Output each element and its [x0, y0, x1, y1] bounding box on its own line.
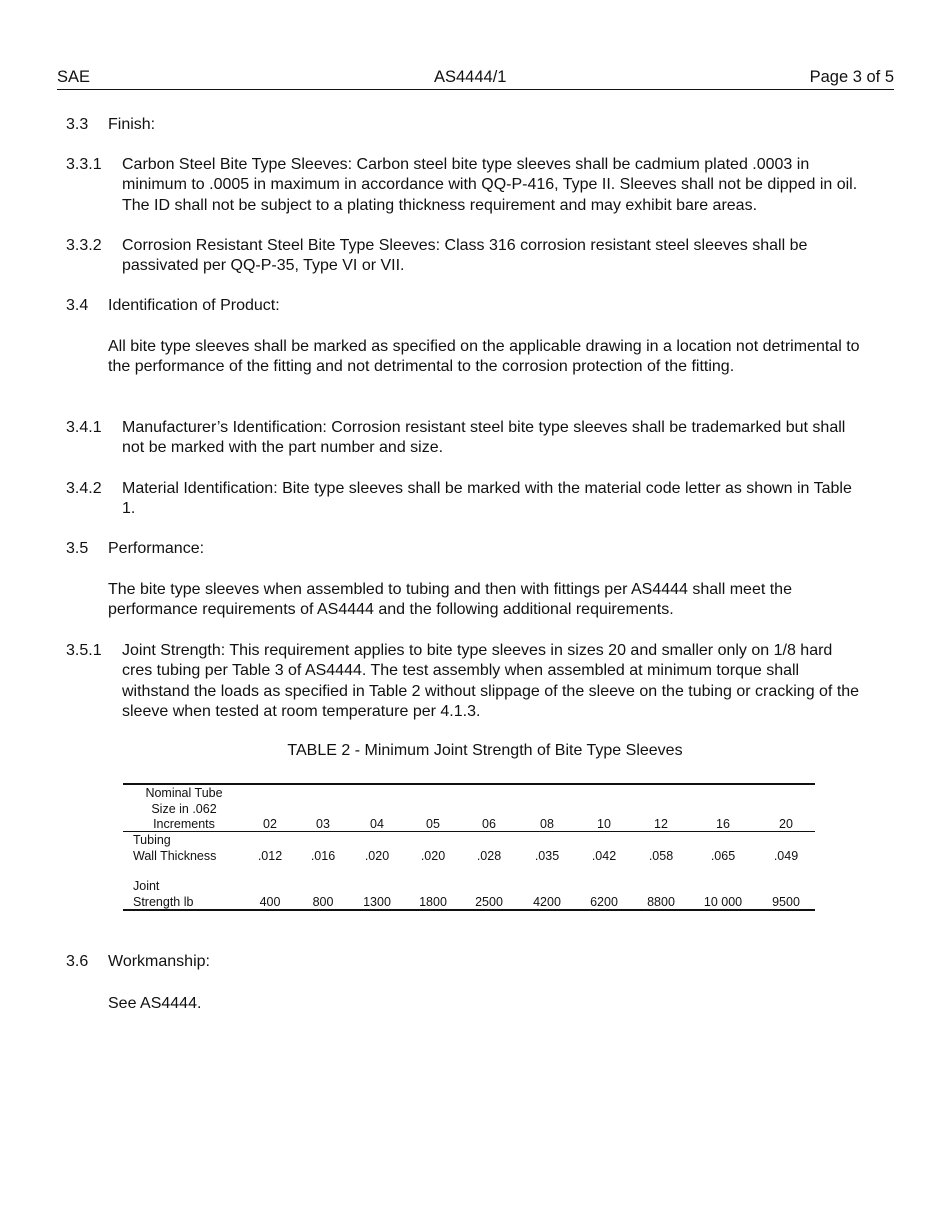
wall-thickness-cell: .042: [591, 849, 617, 863]
section-number: 3.3.2: [66, 237, 102, 254]
section-number: 3.4: [66, 297, 89, 314]
section-number: 3.5: [66, 540, 89, 557]
section-3-3-1: [66, 155, 866, 216]
header-org: SAE: [57, 68, 91, 86]
strength-header-line: Strength lb: [133, 894, 194, 909]
strength-row-header: [133, 879, 193, 910]
section-text: Joint Strength: This requirement applies to bite type sleeves in sizes 20 and smaller only on 1/8 hard cres tubing per Table 3 of AS4444. The test assembly when assembled at minimum torque shall withstand the loads as specified in Table 2 without slippage of the sleeve on the tubing or cracking of the sleeve when tested at room temperature per 4.1.3.: [122, 642, 860, 720]
section-3-5-body: The bite type sleeves when assembled to tubing and then with fittings per AS4444 shall meet the performance requirements of AS4444 and the following additional requirements.: [108, 581, 792, 619]
wall-thickness-cell: .020: [364, 849, 390, 863]
table-bottom-rule: [123, 909, 815, 911]
section-3-5-1: [66, 641, 866, 722]
size-cell: 16: [716, 817, 730, 831]
section-heading: Workmanship:: [108, 953, 210, 970]
joint-strength-table: [123, 783, 815, 911]
wall-thickness-cell: .028: [476, 849, 502, 863]
section-text: Carbon Steel Bite Type Sleeves: Carbon steel bite type sleeves shall be cadmium plated .0003 in minimum to .0005 in maximum in accordance with QQ-P-416, Type II. Sleeves shall not be dipped in oil. The ID shall not be subject to a plating thickness requirement and may exhibit bare areas.: [122, 156, 858, 214]
section-3-4-2: [66, 479, 866, 520]
joint-strength-cell: 8800: [647, 895, 675, 909]
wall-header-line: Wall Thickness: [133, 848, 217, 863]
section-text: Corrosion Resistant Steel Bite Type Sleeves: Class 316 corrosion resistant steel sleeves shall be passivated per QQ-P-35, Type VI or VII.: [122, 237, 808, 275]
table-caption: TABLE 2 - Minimum Joint Strength of Bite Type Sleeves: [287, 742, 683, 759]
wall-thickness-cell: .020: [420, 849, 446, 863]
section-heading: Finish:: [108, 116, 156, 133]
joint-strength-cell: 1300: [363, 895, 391, 909]
strength-header-line: Joint: [133, 879, 160, 893]
joint-strength-cell: 10 000: [703, 895, 743, 909]
size-cell: 08: [540, 817, 554, 831]
wall-thickness-cell: .049: [773, 849, 799, 863]
section-heading: Identification of Product:: [108, 297, 280, 314]
size-cell: 12: [654, 817, 668, 831]
size-cell: 20: [779, 817, 793, 831]
section-text: Manufacturer’s Identification: Corrosion resistant steel bite type sleeves shall be trademarked but shall not be marked with the part number and size.: [122, 419, 846, 457]
size-header-line: Increments: [153, 817, 215, 831]
wall-thickness-cell: .012: [257, 849, 283, 863]
size-cell: 03: [316, 817, 330, 831]
table-top-rule: [123, 783, 815, 785]
wall-thickness-cell: .016: [310, 849, 336, 863]
section-3-3: [66, 115, 866, 135]
size-row-header: [125, 786, 243, 833]
wall-thickness-cell: .058: [648, 849, 674, 863]
section-3-4-1: [66, 418, 866, 459]
section-3-6-body: See AS4444.: [108, 995, 202, 1012]
joint-strength-cell: 4200: [533, 895, 561, 909]
section-3-5: [66, 539, 866, 559]
section-text: Material Identification: Bite type sleeves shall be marked with the material code letter as shown in Table 1.: [122, 480, 852, 518]
section-3-4-body: All bite type sleeves shall be marked as specified on the applicable drawing in a location not detrimental to the performance of the fitting and not detrimental to the corrosion protection of the fitting.: [108, 338, 860, 376]
joint-strength-cell: 400: [259, 895, 281, 909]
header-doc-number: AS4444/1: [434, 68, 507, 86]
joint-strength-cell: 6200: [590, 895, 618, 909]
size-cell: 06: [482, 817, 496, 831]
size-cell: 05: [426, 817, 440, 831]
section-3-6: [66, 952, 866, 972]
header-page-number: Page 3 of 5: [809, 68, 894, 86]
section-number: 3.4.2: [66, 480, 102, 497]
page-header: [57, 67, 894, 90]
section-number: 3.3: [66, 116, 89, 133]
joint-strength-cell: 9500: [772, 895, 800, 909]
size-cell: 02: [263, 817, 277, 831]
section-number: 3.3.1: [66, 156, 102, 173]
section-heading: Performance:: [108, 540, 205, 557]
wall-row-header: [133, 833, 216, 864]
section-3-3-2: [66, 236, 866, 277]
section-number: 3.4.1: [66, 419, 102, 436]
wall-thickness-cell: .035: [534, 849, 560, 863]
joint-strength-cell: 1800: [419, 895, 447, 909]
size-header-line: Nominal Tube: [145, 786, 223, 800]
wall-header-line: Tubing: [133, 833, 171, 847]
size-cell: 04: [370, 817, 384, 831]
section-3-4: [66, 296, 866, 316]
size-header-line: Size in .062: [151, 801, 217, 816]
wall-thickness-cell: .065: [710, 849, 736, 863]
joint-strength-cell: 2500: [475, 895, 503, 909]
section-number: 3.5.1: [66, 642, 102, 659]
size-cell: 10: [597, 817, 611, 831]
joint-strength-cell: 800: [312, 895, 334, 909]
section-number: 3.6: [66, 953, 89, 970]
